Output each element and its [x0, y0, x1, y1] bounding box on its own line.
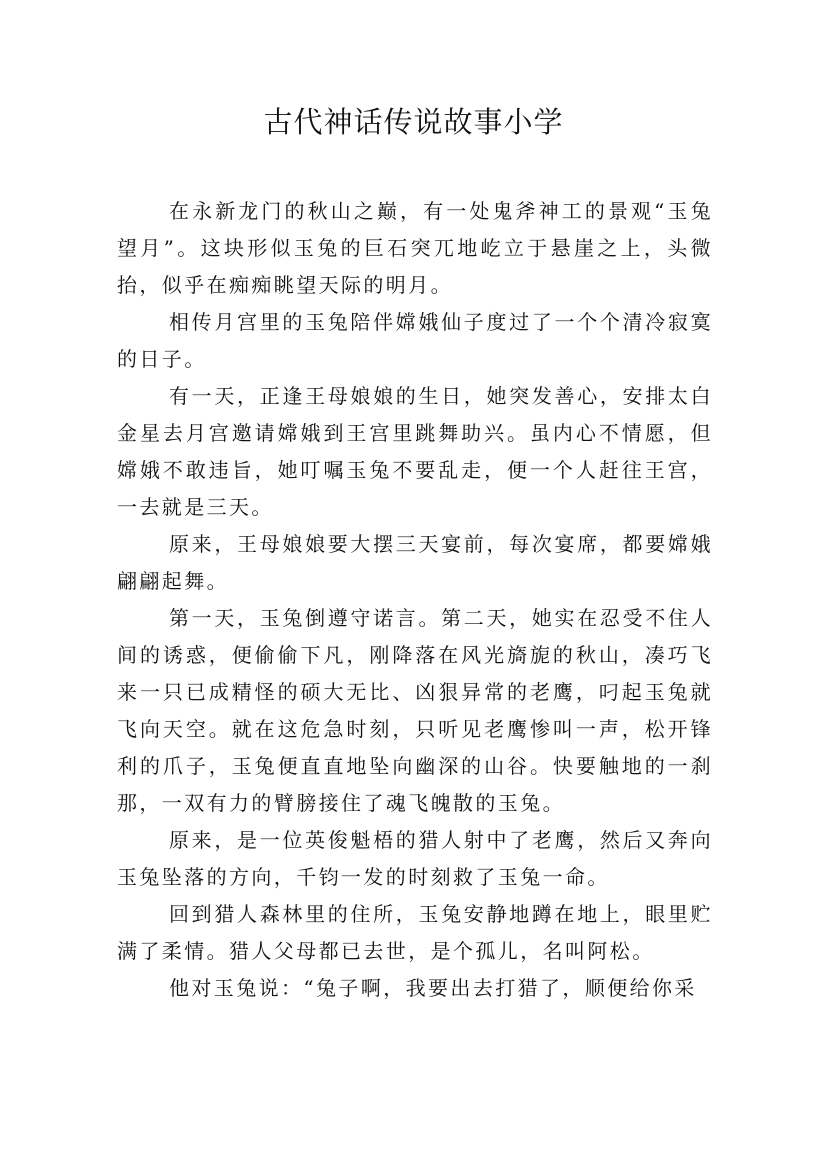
- document-body: [117, 193, 713, 1007]
- paragraph: 回到猎人森林里的住所，玉兔安静地蹲在地上，眼里贮满了柔情。猎人父母都已去世，是个孤儿，名叫阿松。: [117, 902, 713, 963]
- paragraph: 他对玉兔说：“兔子啊，我要出去打猎了，顺便给你采: [169, 976, 697, 1000]
- paragraph: 在永新龙门的秋山之巅，有一处鬼斧神工的景观“玉兔望月”。这块形似玉兔的巨石突兀地屹立于悬崖之上，头微抬，似乎在痴痴眺望天际的明月。: [117, 199, 713, 297]
- paragraph: 原来，王母娘娘要大摆三天宴前，每次宴席，都要嫦娥翩翩起舞。: [117, 532, 713, 593]
- paragraph: 原来，是一位英俊魁梧的猎人射中了老鹰，然后又奔向玉兔坠落的方向，千钧一发的时刻救了玉兔一命。: [117, 828, 713, 889]
- document-title: 古代神话传说故事小学: [263, 105, 564, 139]
- paragraph: 相传月宫里的玉兔陪伴嫦娥仙子度过了一个个清冷寂寞的日子。: [117, 310, 713, 371]
- paragraph: 有一天，正逢王母娘娘的生日，她突发善心，安排太白金星去月宫邀请嫦娥到王宫里跳舞助兴。虽内心不情愿，但嫦娥不敢违旨，她叮嘱玉兔不要乱走，便一个人赶往王宫，一去就是三天。: [117, 384, 713, 519]
- paragraph: 第一天，玉兔倒遵守诺言。第二天，她实在忍受不住人间的诱惑，便偷偷下凡，刚降落在风光旖旎的秋山，凑巧飞来一只已成精怪的硕大无比、凶狠异常的老鹰，叼起玉兔就飞向天空。就在这危急时刻，只听见老鹰惨叫一声，松开锋利的爪子，玉兔便直直地坠向幽深的山谷。快要触地的一刹那，一双有力的臂膀接住了魂飞魄散的玉兔。: [117, 606, 713, 815]
